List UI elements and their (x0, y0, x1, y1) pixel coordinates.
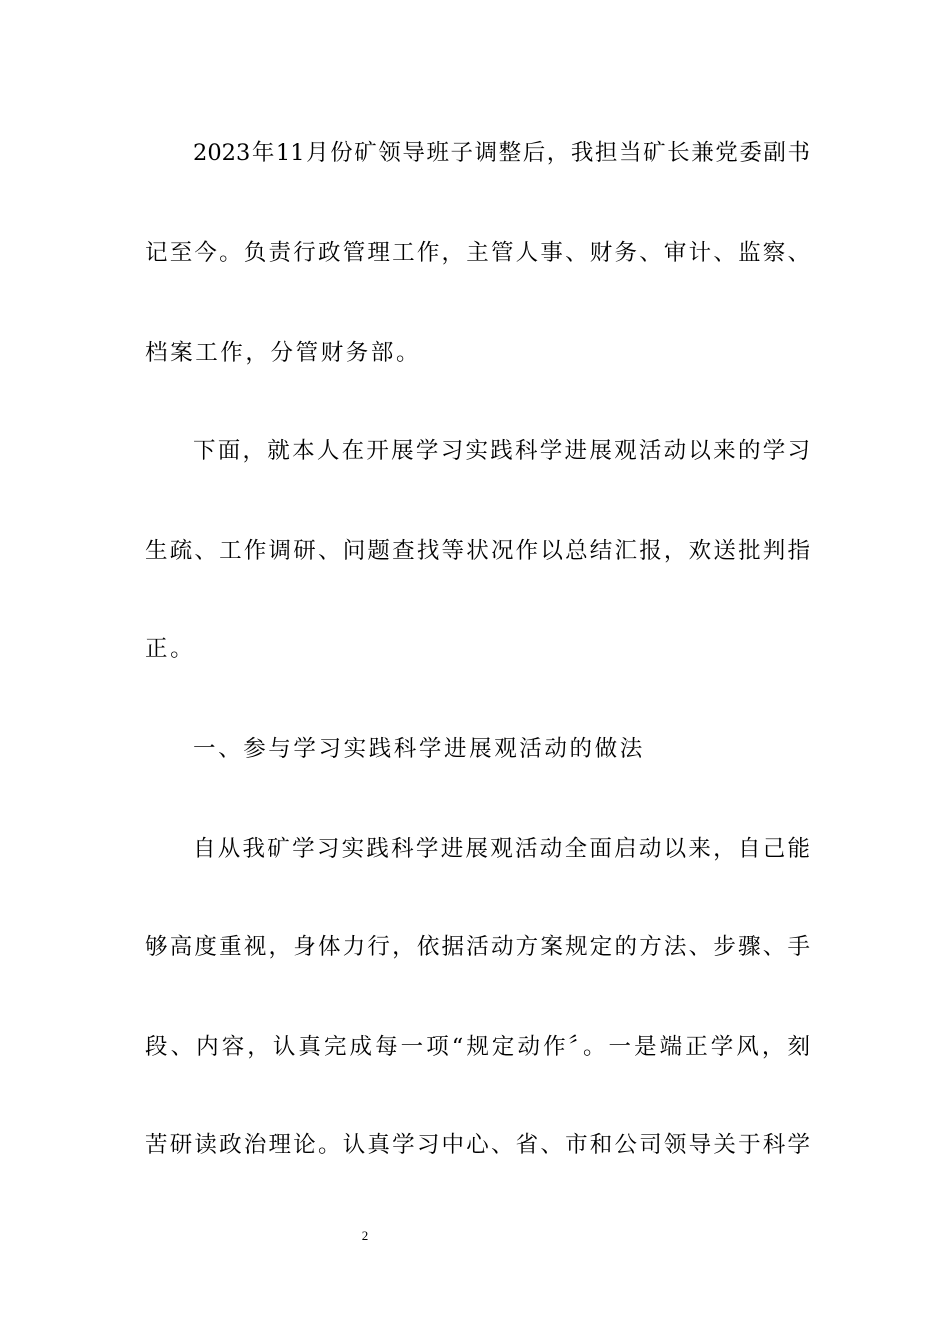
section-heading: 一、参与学习实践科学进展观活动的做法 (193, 736, 645, 762)
paragraph-1-line-3: 档案工作，分管财务部。 (145, 340, 422, 366)
paragraph-3-line-1: 自从我矿学习实践科学进展观活动全面启动以来，自己能 (193, 836, 810, 862)
paragraph-3-line-4: 苦研读政治理论。认真学习中心、省、市和公司领导关于科学 (145, 1132, 810, 1158)
paragraph-1-line-2: 记至今。负责行政管理工作，主管人事、财务、审计、监察、 (145, 240, 810, 266)
page-number: 2 (361, 1228, 369, 1243)
paragraph-3-line-3: 段、内容，认真完成每一项“规定动作〞。一是端正学风，刻 (145, 1034, 810, 1060)
paragraph-1-line-1: 2023年11月份矿领导班子调整后，我担当矿长兼党委副书 (193, 140, 810, 166)
paragraph-2-line-1: 下面，就本人在开展学习实践科学进展观活动以来的学习 (193, 438, 810, 464)
paragraph-3-line-2: 够高度重视，身体力行，依据活动方案规定的方法、步骤、手 (145, 934, 810, 960)
paragraph-2-line-3: 正。 (145, 636, 196, 662)
paragraph-2-line-2: 生疏、工作调研、问题查找等状况作以总结汇报，欢送批判指 (145, 538, 810, 564)
